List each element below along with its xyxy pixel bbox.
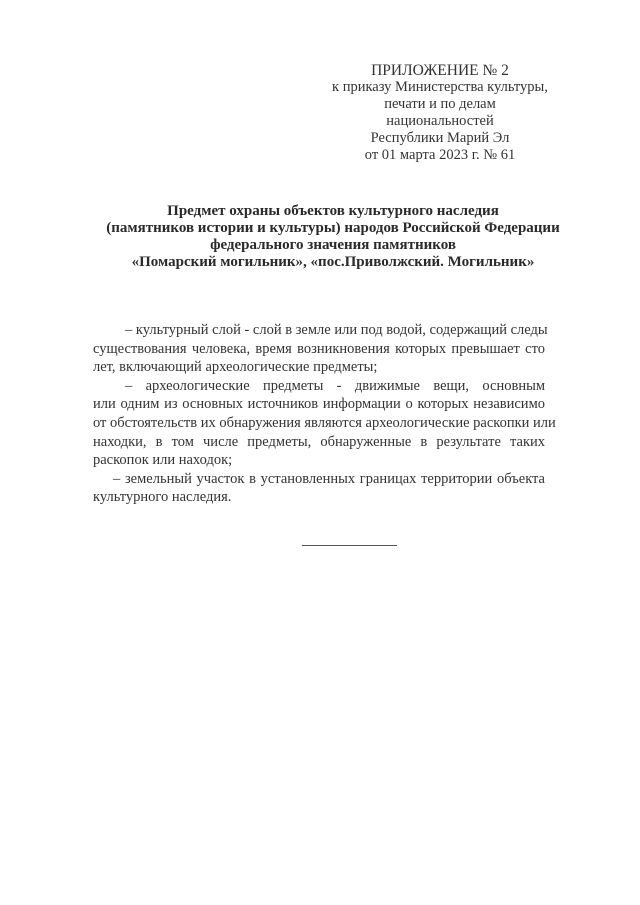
text-line: или одним из основных источников информации о которых независимо bbox=[93, 396, 545, 413]
text-line: находки, в том числе предметы, обнаруженные в результате таких bbox=[93, 433, 545, 450]
text-line: от обстоятельств их обнаружения являются археологические раскопки или bbox=[93, 414, 556, 431]
appendix-number: ПРИЛОЖЕНИЕ № 2 bbox=[371, 62, 509, 79]
document-body bbox=[93, 321, 556, 507]
paragraph-archaeological-items bbox=[93, 377, 556, 470]
text-line: – культурный слой - слой в земле или под водой, содержащий следы bbox=[125, 322, 548, 338]
end-separator-line bbox=[302, 545, 397, 546]
order-line: печати и по делам национальностей bbox=[384, 96, 496, 129]
order-date: от 01 марта 2023 г. № 61 bbox=[364, 147, 516, 163]
paragraph-cultural-layer bbox=[93, 321, 548, 377]
title-line: федерального значения памятников bbox=[210, 237, 456, 253]
text-line: культурного наследия. bbox=[93, 489, 232, 506]
text-line: – земельный участок в установленных границах территории объекта bbox=[113, 470, 545, 487]
paragraph-land-plot bbox=[93, 470, 545, 507]
text-line: лет, включающий археологические предметы; bbox=[93, 359, 378, 376]
document-title bbox=[80, 203, 586, 271]
title-line: Предмет охраны объектов культурного наследия bbox=[167, 203, 499, 219]
order-line: к приказу Министерства культуры, bbox=[332, 79, 548, 95]
text-line: раскопок или находок; bbox=[93, 452, 233, 469]
title-line: «Помарский могильник», «пос.Приволжский. Могильник» bbox=[131, 254, 535, 270]
text-line: существования человека, время возникновения которых превышает сто bbox=[93, 340, 545, 357]
appendix-header bbox=[330, 62, 550, 164]
title-line: (памятников истории и культуры) народов Российской Федерации bbox=[106, 220, 560, 236]
text-line: – археологические предметы - движимые вещи, основным bbox=[125, 377, 545, 394]
order-line: Республики Марий Эл bbox=[370, 130, 510, 146]
